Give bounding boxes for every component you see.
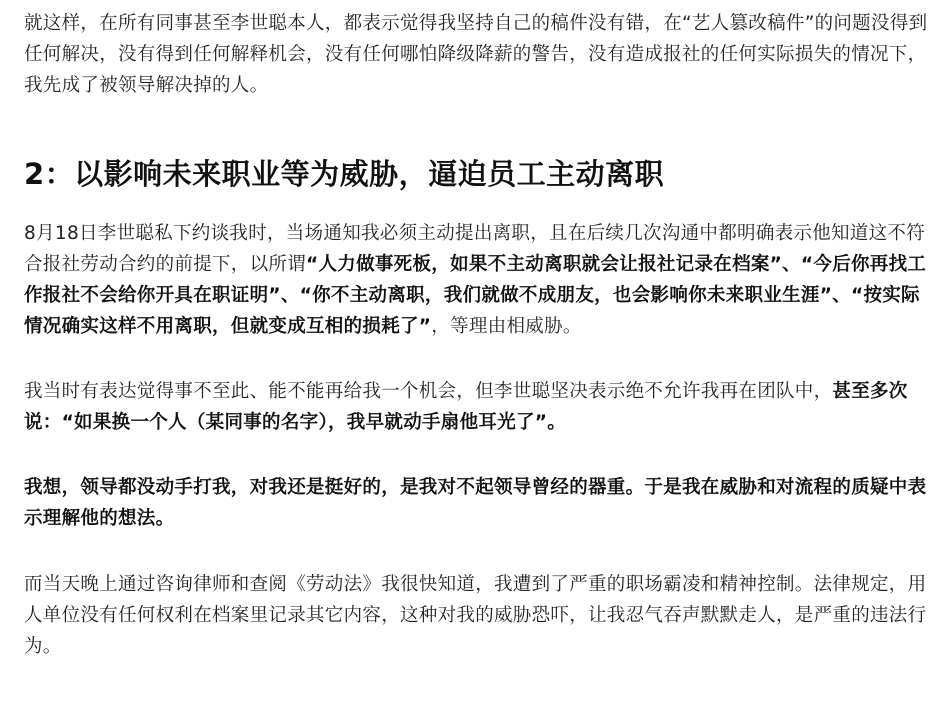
paragraph-3 <box>24 376 936 438</box>
paragraph-2-text-end: ，等理由相威胁。 <box>431 316 582 337</box>
paragraph-3-bold-quote: 甚至多次说：“如果换一个人（某同事的名字），我早就动手扇他耳光了”。 <box>24 381 908 433</box>
paragraph-2-text-start: 8月18日李世聪私下约谈我时，当场通知我必须主动提出离职，且在后续几次沟通中都明确表示他知道这不符合报社劳动合约的前提下，以所谓 <box>24 223 926 275</box>
paragraph-3-text-start: 我当时有表达觉得事不至此、能不能再给我一个机会，但李世聪坚决表示绝不允许我再在团队中， <box>24 381 833 402</box>
paragraph-2 <box>24 218 936 342</box>
paragraph-2-bold-quotes: “人力做事死板，如果不主动离职就会让报社记录在档案”、“今后你再找工作报社不会给你开具在职证明”、“你不主动离职，我们就做不成朋友，也会影响你未来职业生涯”、“按实际情况确实这样不用离职，但就变成互相的损耗了” <box>24 254 927 337</box>
section-heading: 2：以影响未来职业等为威胁，逼迫员工主动离职 <box>24 157 665 191</box>
paragraph-5: 而当天晚上通过咨询律师和查阅《劳动法》我很快知道，我遭到了严重的职场霸凌和精神控制。法律规定，用人单位没有任何权利在档案里记录其它内容，这种对我的威胁恐吓，让我忍气吞声默默走人，是严重的违法行为。 <box>24 574 927 657</box>
paragraph-4-bold: 我想，领导都没动手打我，对我还是挺好的，是我对不起领导曾经的器重。于是我在威胁和对流程的质疑中表示理解他的想法。 <box>24 477 927 529</box>
paragraph-1: 就这样，在所有同事甚至李世聪本人，都表示觉得我坚持自己的稿件没有错，在“艺人篡改稿件”的问题没得到任何解决，没有得到任何解释机会，没有任何哪怕降级降薪的警告，没有造成报社的任何实际损失的情况下，我先成了被领导解决掉的人。 <box>24 13 928 96</box>
article-body <box>24 8 936 662</box>
